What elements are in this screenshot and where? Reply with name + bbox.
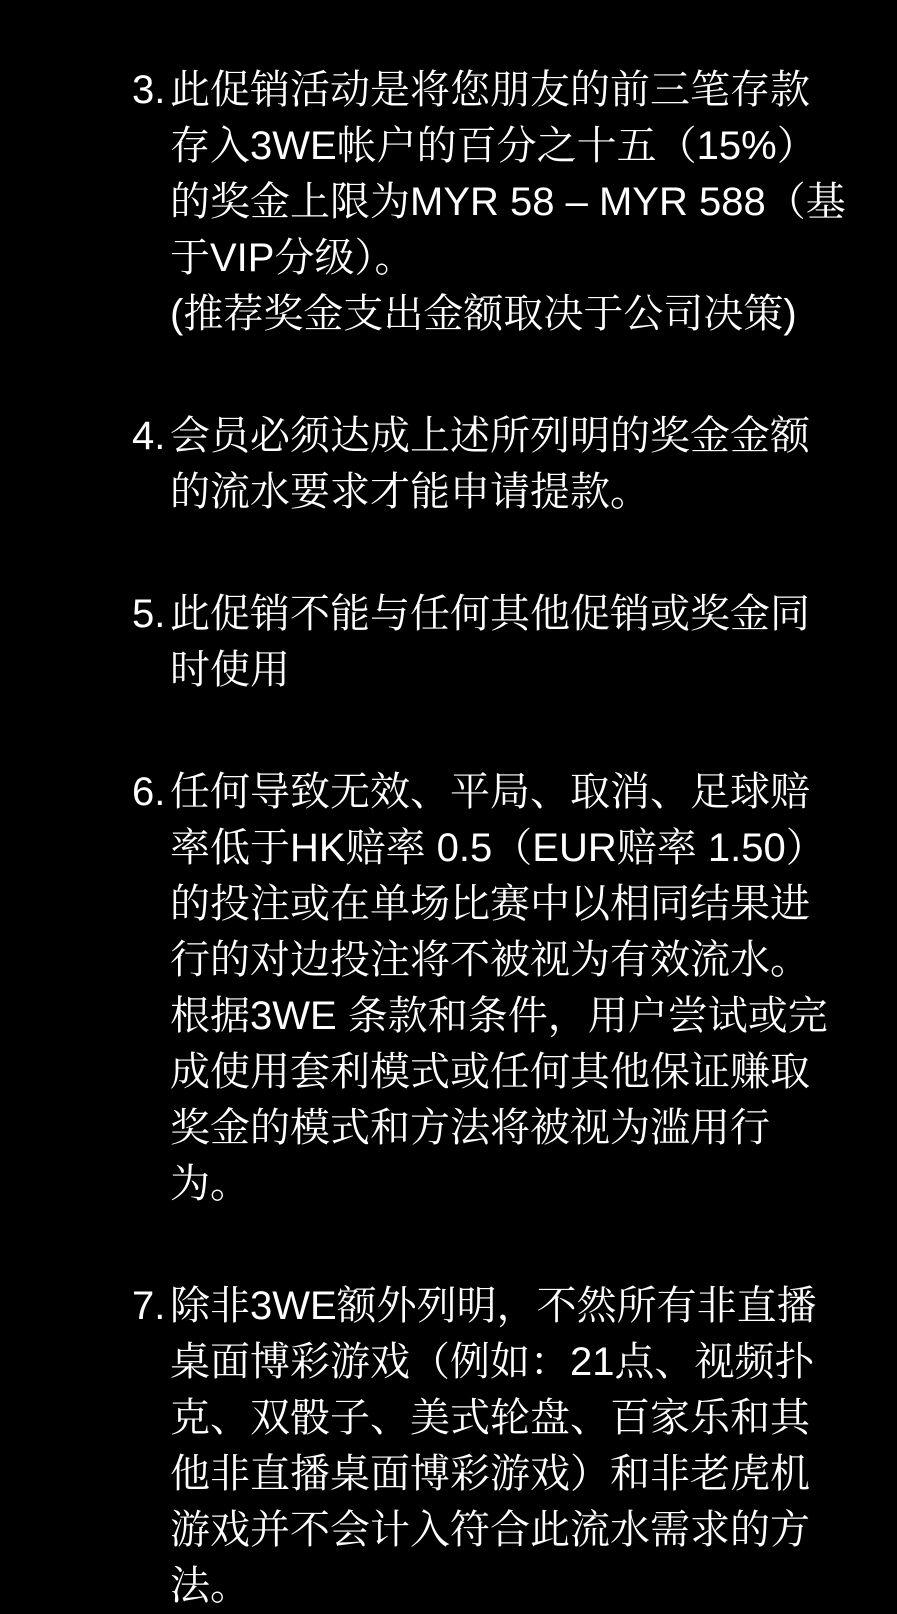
term-item-6 xyxy=(132,764,847,1212)
term-text: 会员必须达成上述所列明的奖金金额的流水要求才能申请提款。 xyxy=(170,414,810,514)
term-text: 任何导致无效、平局、取消、足球赔率低于HK赔率 0.5（EUR赔率 1.50）的投注或在单场比赛中以相同结果进行的对边投注将不被视为有效流水。根据3WE 条款和条件，用户尝试或完成使用套利模式或任何其他保证赚取奖金的模式和方法将被视为滥用行为。 xyxy=(170,770,828,1206)
term-number: 4. xyxy=(132,414,166,458)
term-note-text: (推荐奖金支出金额取决于公司决策) xyxy=(170,292,797,336)
term-number: 3. xyxy=(132,68,166,112)
term-item-4 xyxy=(132,408,847,520)
term-text: 此促销不能与任何其他促销或奖金同时使用 xyxy=(170,592,810,692)
term-number: 7. xyxy=(132,1284,166,1328)
term-number: 5. xyxy=(132,592,166,636)
term-number: 6. xyxy=(132,770,166,814)
term-item-3 xyxy=(132,62,847,342)
term-text: 此促销活动是将您朋友的前三笔存款存入3WE帐户的百分之十五（15%）的奖金上限为MYR 58 – MYR 588（基于VIP分级）。 xyxy=(170,68,846,280)
term-text: 除非3WE额外列明，不然所有非直播桌面博彩游戏（例如：21点、视频扑克、双骰子、美式轮盘、百家乐和其他非直播桌面博彩游戏）和非老虎机游戏并不会计入符合此流水需求的方法。 xyxy=(170,1284,817,1608)
term-item-7 xyxy=(132,1278,847,1614)
terms-list xyxy=(132,62,847,1614)
term-item-5 xyxy=(132,586,847,698)
